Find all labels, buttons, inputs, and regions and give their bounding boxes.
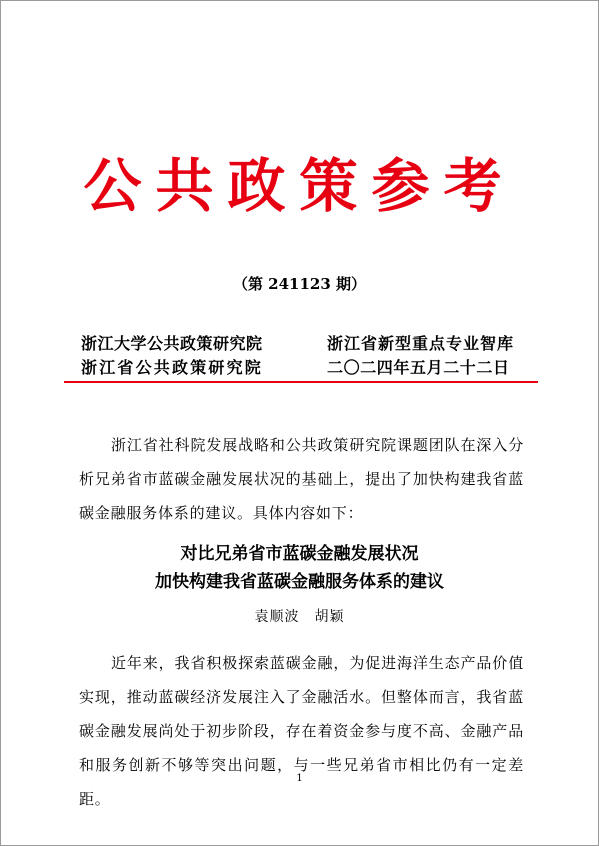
red-divider	[64, 381, 538, 383]
publisher-right-line1: 浙江省新型重点专业智库	[327, 334, 515, 353]
masthead-title: 公共政策参考	[83, 152, 516, 220]
publisher-left-line1: 浙江大学公共政策研究院	[81, 334, 263, 353]
publication-date: 二〇二四年五月二十二日	[327, 358, 510, 377]
article-title-line2: 加快构建我省蓝碳金融服务体系的建议	[155, 572, 444, 592]
body-paragraph: 近年来，我省积极探索蓝碳金融，为促进海洋生态产品价值实现，推动蓝碳经济发展注入了金融活水。但整体而言，我省蓝碳金融发展尚处于初步阶段，存在着资金参与度不高、金融产品和服务创新不够等突出问题，与一些兄弟省市相比仍有一定差距。	[79, 654, 524, 808]
article-title-line1: 对比兄弟省市蓝碳金融发展状况	[180, 544, 419, 564]
article-authors: 袁顺波 胡颖	[254, 609, 345, 625]
issue-number: （第 241123 期）	[232, 275, 367, 293]
publisher-left-line2: 浙江省公共政策研究院	[81, 358, 264, 377]
intro-paragraph: 浙江省社科院发展战略和公共政策研究院课题团队在深入分析兄弟省市蓝碳金融发展状况的基础上，提出了加快构建我省蓝碳金融服务体系的建议。具体内容如下：	[79, 436, 524, 522]
page-number: 1	[296, 773, 303, 784]
